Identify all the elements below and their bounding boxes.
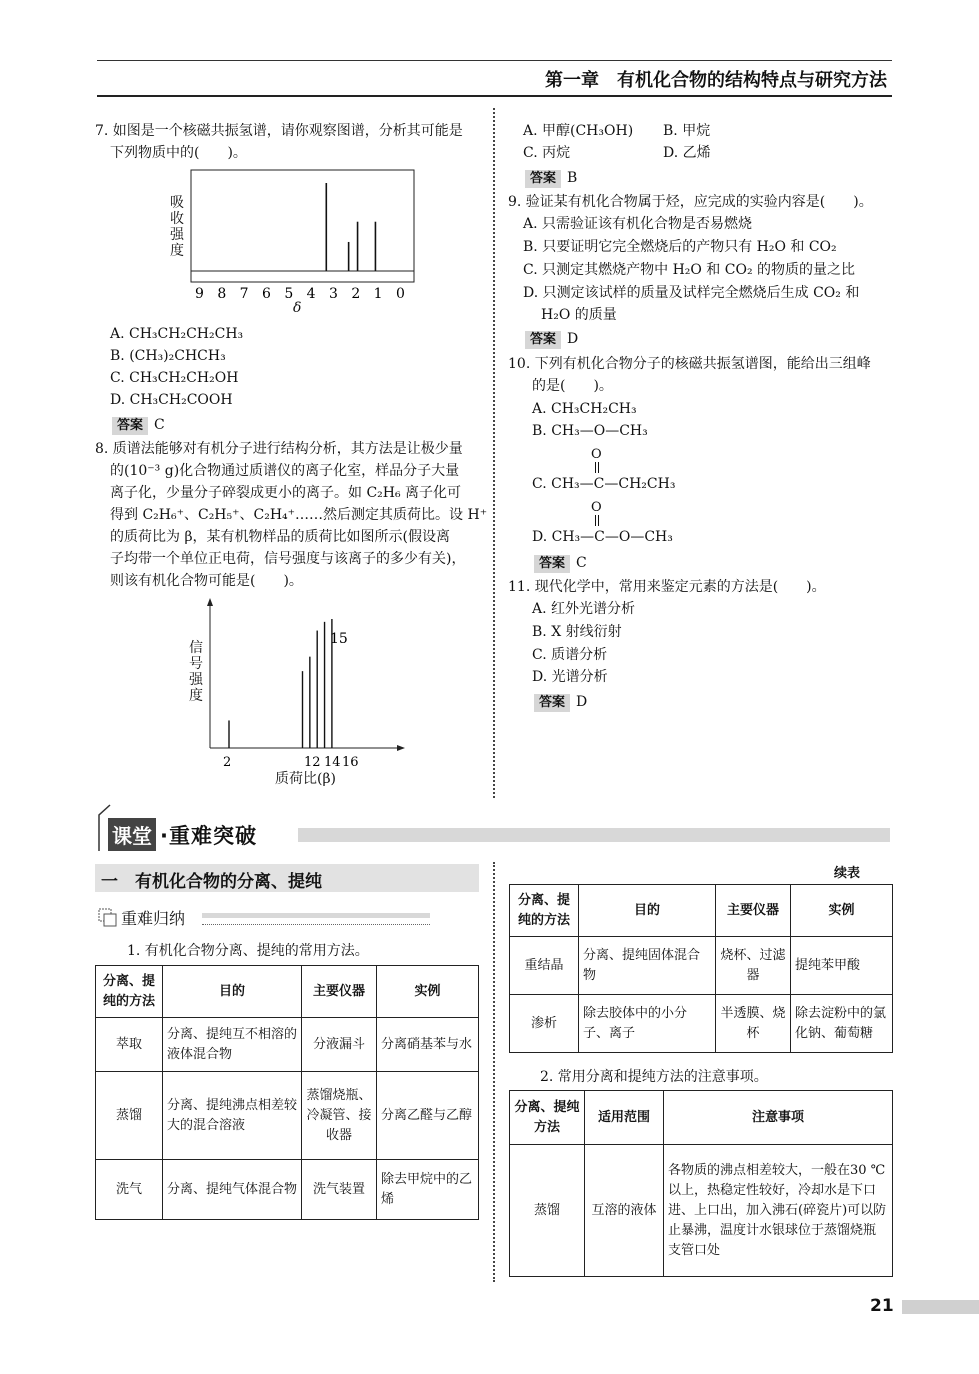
th-example: 实例 [377,966,479,1018]
answer-tag: 答案 [534,555,570,573]
guide-bar [202,913,430,918]
table-header-row [96,966,479,1018]
q8-line-7: 则该有机化合物可能是( )。 [110,573,303,589]
ms-ylabel: 信号强度 [189,640,203,704]
section-box: 课堂 [108,818,156,851]
q7-option-c: C. CH₃CH₂CH₂OH [110,370,239,386]
subsection-title: 一 有机化合物的分离、提纯 [101,872,322,892]
ms-x-arrow [397,745,405,751]
q11-option-c: C. 质谱分析 [532,647,608,663]
q8-answer [525,167,577,189]
q7-stem-1: 7. 如图是一个核磁共振氢谱，请你观察图谱，分析其可能是 [95,123,463,139]
ms-tick-16: 16 [342,755,359,770]
nmr-tick-label: 4 [306,286,316,302]
table-header-row [510,1091,893,1145]
q10-option-a: A. CH₃CH₂CH₃ [532,401,637,417]
subsection-heading [95,864,479,892]
q10-answer-value: C [576,555,587,571]
header-rule [97,95,892,97]
th-purpose: 目的 [579,885,716,937]
cell: 蒸馏烧瓶、冷凝管、接收器 [302,1072,377,1160]
nmr-tick-label: 9 [195,286,204,302]
q10-d-double-bond [595,515,599,526]
cell: 分离、提纯气体混合物 [163,1160,302,1220]
q9-option-d-cont: H₂O 的质量 [541,307,617,323]
column-divider-top [493,108,495,798]
item-2: 2. 常用分离和提纯方法的注意事项。 [540,1069,768,1085]
q10-answer [534,552,587,574]
q9-answer-value: D [567,331,579,347]
q7-answer-value: C [154,417,165,433]
cell: 各物质的沸点相差较大，一般在30 ℃以上，热稳定性较好，冷却水是下口进、上口出，加入沸石(碎瓷片)可以防止暴沸，温度计水银球位于蒸馏烧瓶支管口处 [664,1145,893,1277]
q10-option-c: C. CH₃—C—CH₂CH₃ [532,476,676,492]
nmr-chart [160,165,450,325]
th-method: 分离、提纯方法 [510,1091,585,1145]
cell: 除去甲烷中的乙烯 [377,1160,479,1220]
q9-option-a: A. 只需验证该有机化合物是否易燃烧 [523,216,753,232]
cell: 分离、提纯互不相溶的液体混合物 [163,1018,302,1072]
th-method: 分离、提纯的方法 [510,885,579,937]
cell: 除去淀粉中的氯化钠、葡萄糖 [791,995,893,1053]
th-notes: 注意事项 [664,1091,893,1145]
cell: 分液漏斗 [302,1018,377,1072]
q8-line-2: 的(10⁻³ g)化合物通过质谱仪的离子化室，样品分子大量 [110,463,460,479]
cell: 提纯苯甲酸 [791,937,893,995]
nmr-tick-label: 6 [262,286,271,302]
ms-tick-2: 2 [223,755,232,770]
th-apparatus: 主要仪器 [302,966,377,1018]
cell: 半透膜、烧杯 [716,995,791,1053]
nmr-tick-label: 0 [396,286,405,302]
q10-c-double-bond [595,462,599,473]
cell: 渗析 [510,995,579,1053]
guide-icon [97,906,119,928]
column-divider-bottom [493,862,495,1282]
q7-answer [112,414,165,436]
nmr-tick-label: 3 [329,286,338,302]
table-continued: 续表 [834,866,861,881]
q10-stem-2: 的是( )。 [532,378,613,394]
nmr-tick-label: 2 [351,286,361,302]
item-1: 1. 有机化合物分离、提纯的常用方法。 [127,943,369,959]
nmr-plot-frame [191,170,414,282]
q8-option-c: C. 丙烷 [523,145,571,161]
cell: 分离、提纯固体混合物 [579,937,716,995]
q10-option-b: B. CH₃—O—CH₃ [532,423,648,439]
nmr-xlabel: δ [293,300,302,316]
table-row [96,1160,479,1220]
q8-line-6: 子均带一个单位正电荷，信号强度与该离子的多少有关)， [110,551,466,567]
q11-option-a: A. 红外光谱分析 [532,601,636,617]
cell: 萃取 [96,1018,163,1072]
th-method: 分离、提纯的方法 [96,966,163,1018]
q10-d-oxygen: O [591,500,602,515]
cell: 分离乙醛与乙醇 [377,1072,479,1160]
q8-line-3: 离子化，少量分子碎裂成更小的离子。如 C₂H₆ 离子化可 [110,485,462,501]
th-purpose: 目的 [163,966,302,1018]
cell: 分离硝基苯与水 [377,1018,479,1072]
q9-stem: 9. 验证某有机化合物属于烃，应完成的实验内容是( )。 [508,194,873,210]
answer-tag: 答案 [525,170,561,188]
cell: 洗气 [96,1160,163,1220]
answer-tag: 答案 [525,331,561,349]
methods-table [95,965,479,1220]
q7-option-d: D. CH₃CH₂COOH [110,392,233,408]
ms-tick-12: 12 [304,755,321,770]
nmr-tick-label: 8 [217,286,227,302]
cell: 蒸馏 [96,1072,163,1160]
q8-answer-value: B [567,170,578,186]
cell: 除去胶体中的小分子、离子 [579,995,716,1053]
table-row [96,1072,479,1160]
methods-table-cont [509,884,893,1053]
q9-option-c: C. 只测定其燃烧产物中 H₂O 和 CO₂ 的物质的量之比 [523,262,856,278]
ms-y-arrow [207,598,213,606]
cell: 互溶的液体 [585,1145,664,1277]
section-bar [298,828,890,842]
q9-answer [525,328,578,350]
q11-stem: 11. 现代化学中，常用来鉴定元素的方法是( )。 [508,579,826,595]
th-apparatus: 主要仪器 [716,885,791,937]
q7-option-b: B. (CH₃)₂CHCH₃ [110,348,226,364]
q7-stem-2: 下列物质中的( )。 [110,145,247,161]
ms-peak-label: 15 [330,631,348,647]
table-row [510,995,893,1053]
q8-option-b: B. 甲烷 [663,123,711,139]
nmr-tick-label: 7 [239,286,249,302]
q8-line-5: 的质荷比为 β，某有机物样品的质荷比如图所示(假设离 [110,529,451,545]
ms-xlabel: 质荷比(β) [275,771,337,787]
mass-spec-chart [180,598,420,783]
cell: 烧杯、过滤器 [716,937,791,995]
table-row [510,937,893,995]
q11-option-b: B. X 射线衍射 [532,624,622,640]
cell: 分离、提纯沸点相差较大的混合溶液 [163,1072,302,1160]
q11-answer-value: D [576,694,588,710]
page-number: 21 [870,1296,894,1316]
header-rule-top [97,60,892,61]
answer-tag: 答案 [534,694,570,712]
th-scope: 适用范围 [585,1091,664,1145]
notes-table [509,1090,893,1277]
q10-option-d: D. CH₃—C—O—CH₃ [532,529,673,545]
cell: 重结晶 [510,937,579,995]
chapter-title: 第一章 有机化合物的结构特点与研究方法 [545,70,887,91]
table-header-row [510,885,893,937]
q11-answer [534,691,587,713]
table-row [96,1018,479,1072]
cell: 洗气装置 [302,1160,377,1220]
q9-option-b: B. 只要证明它完全燃烧后的产物只有 H₂O 和 CO₂ [523,239,837,255]
cell: 蒸馏 [510,1145,585,1277]
q11-option-d: D. 光谱分析 [532,669,608,685]
nmr-tick-label: 5 [284,286,294,302]
answer-tag: 答案 [112,417,148,435]
guide-title: 重难归纳 [121,909,186,928]
q10-c-oxygen: O [591,447,602,462]
q9-option-d: D. 只测定该试样的质量及试样完全燃烧后生成 CO₂ 和 [523,285,860,301]
section-title: ·重难突破 [160,824,257,848]
q8-line-4: 得到 C₂H₆⁺、C₂H₅⁺、C₂H₄⁺……然后测定其质荷比。设 H⁺ [110,507,488,523]
q10-stem-1: 10. 下列有机化合物分子的核磁共振氢谱图，能给出三组峰 [508,356,871,372]
ms-tick-14: 14 [324,755,341,770]
th-example: 实例 [791,885,893,937]
table-row [510,1145,893,1277]
q7-option-a: A. CH₃CH₂CH₂CH₃ [110,326,244,342]
nmr-ylabel: 吸收强度 [170,195,184,259]
guide-rule [202,924,430,925]
q8-option-d: D. 乙烯 [663,145,711,161]
q8-option-a: A. 甲醇(CH₃OH) [523,123,634,139]
nmr-tick-label: 1 [373,286,383,302]
page-bar [902,1300,979,1314]
q8-line-1: 8. 质谱法能够对有机分子进行结构分析，其方法是让极少量 [95,441,463,457]
